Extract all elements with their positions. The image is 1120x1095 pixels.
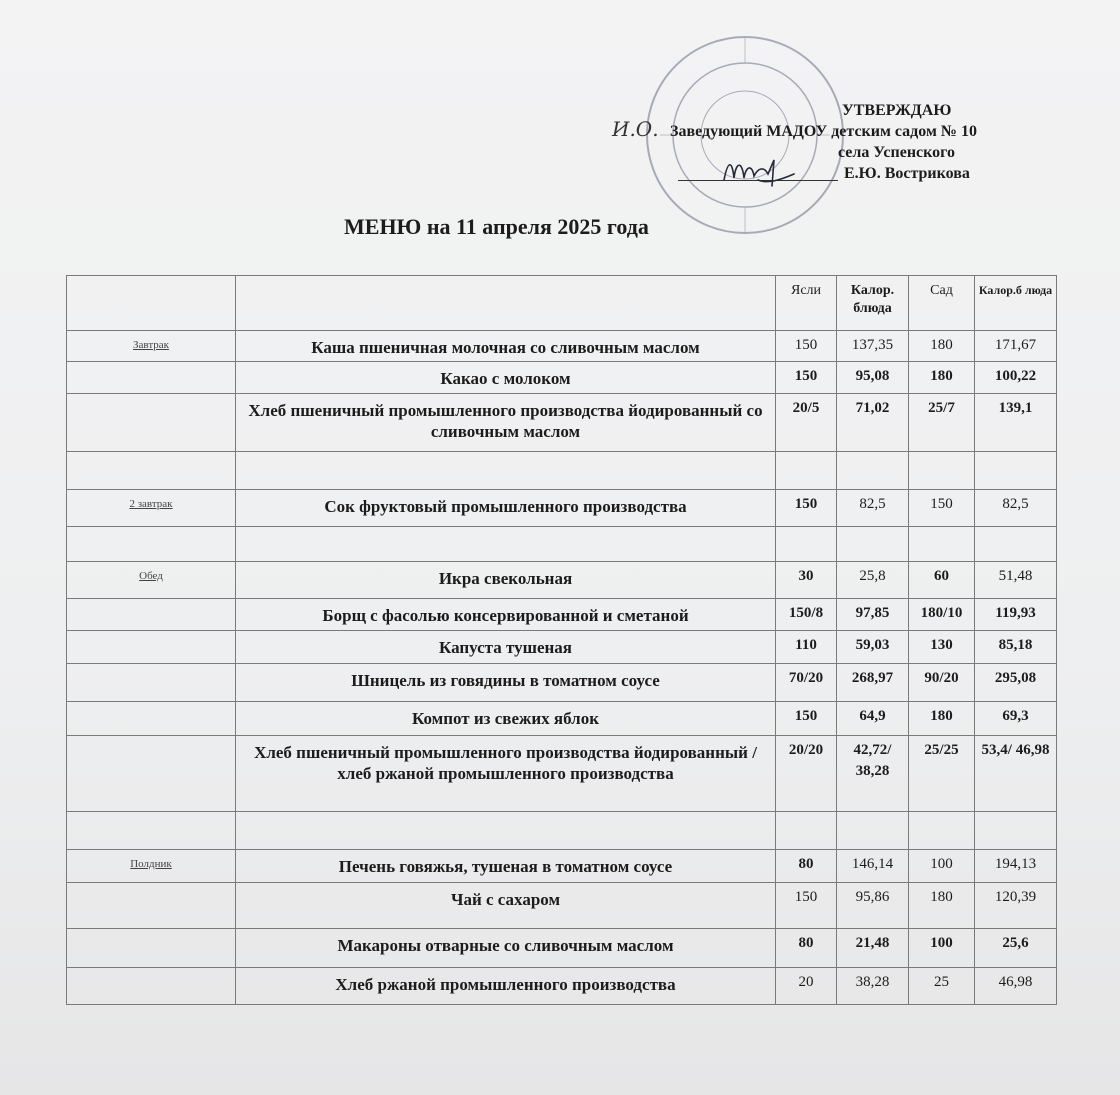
yasli-calories-cell: 71,02 bbox=[837, 394, 909, 452]
table-row bbox=[67, 812, 1057, 850]
approval-heading: УТВЕРЖДАЮ bbox=[842, 102, 952, 119]
category-cell: Обед bbox=[67, 562, 236, 599]
dish-cell bbox=[236, 812, 776, 850]
yasli-portion-cell: 20/5 bbox=[776, 394, 837, 452]
header-calories-sad: Калор.б люда bbox=[975, 276, 1057, 331]
table-row bbox=[67, 968, 1057, 1005]
category-cell bbox=[67, 812, 236, 850]
table-row bbox=[67, 394, 1057, 452]
category-cell bbox=[67, 599, 236, 631]
yasli-portion-cell: 70/20 bbox=[776, 664, 837, 702]
yasli-calories-cell: 146,14 bbox=[837, 850, 909, 883]
table-row bbox=[67, 883, 1057, 929]
yasli-portion-cell bbox=[776, 452, 837, 490]
sad-portion-cell: 130 bbox=[909, 631, 975, 664]
yasli-calories-cell: 25,8 bbox=[837, 562, 909, 599]
sad-portion-cell: 90/20 bbox=[909, 664, 975, 702]
yasli-portion-cell: 110 bbox=[776, 631, 837, 664]
dish-cell: Хлеб пшеничный промышленного производства йодированный /хлеб ржаной промышленного производства bbox=[236, 736, 776, 812]
header-category bbox=[67, 276, 236, 331]
yasli-calories-cell: 137,35 bbox=[837, 331, 909, 362]
dish-cell bbox=[236, 452, 776, 490]
yasli-portion-cell: 30 bbox=[776, 562, 837, 599]
approval-position: Заведующий МАДОУ детским садом № 10 bbox=[670, 123, 977, 140]
sad-calories-cell: 139,1 bbox=[975, 394, 1057, 452]
sad-portion-cell: 180 bbox=[909, 331, 975, 362]
approval-name: Е.Ю. Вострикова bbox=[844, 165, 970, 182]
yasli-portion-cell bbox=[776, 527, 837, 562]
table-row bbox=[67, 527, 1057, 562]
table-row bbox=[67, 736, 1057, 812]
yasli-calories-cell: 95,86 bbox=[837, 883, 909, 929]
sad-portion-cell bbox=[909, 527, 975, 562]
category-cell bbox=[67, 452, 236, 490]
yasli-portion-cell: 20/20 bbox=[776, 736, 837, 812]
category-cell bbox=[67, 968, 236, 1005]
table-row bbox=[67, 929, 1057, 968]
sad-calories-cell: 295,08 bbox=[975, 664, 1057, 702]
yasli-calories-cell: 95,08 bbox=[837, 362, 909, 394]
handwritten-io: И.О. bbox=[612, 117, 659, 141]
sad-portion-cell: 180 bbox=[909, 702, 975, 736]
yasli-portion-cell: 150 bbox=[776, 702, 837, 736]
yasli-calories-cell: 21,48 bbox=[837, 929, 909, 968]
handwritten-signature bbox=[718, 150, 798, 190]
yasli-calories-cell: 97,85 bbox=[837, 599, 909, 631]
sad-calories-cell bbox=[975, 527, 1057, 562]
yasli-calories-cell: 59,03 bbox=[837, 631, 909, 664]
yasli-calories-cell: 268,97 bbox=[837, 664, 909, 702]
yasli-calories-cell bbox=[837, 527, 909, 562]
sad-calories-cell: 100,22 bbox=[975, 362, 1057, 394]
sad-portion-cell: 100 bbox=[909, 929, 975, 968]
dish-cell: Икра свекольная bbox=[236, 562, 776, 599]
dish-cell: Хлеб пшеничный промышленного производства йодированный со сливочным маслом bbox=[236, 394, 776, 452]
yasli-calories-cell: 64,9 bbox=[837, 702, 909, 736]
dish-cell: Хлеб ржаной промышленного производства bbox=[236, 968, 776, 1005]
table-row bbox=[67, 631, 1057, 664]
dish-cell: Чай с сахаром bbox=[236, 883, 776, 929]
yasli-portion-cell: 80 bbox=[776, 929, 837, 968]
sad-calories-cell: 194,13 bbox=[975, 850, 1057, 883]
dish-cell: Сок фруктовый промышленного производства bbox=[236, 490, 776, 527]
yasli-calories-cell: 82,5 bbox=[837, 490, 909, 527]
category-cell: 2 завтрак bbox=[67, 490, 236, 527]
category-cell bbox=[67, 736, 236, 812]
sad-calories-cell: 46,98 bbox=[975, 968, 1057, 1005]
category-cell bbox=[67, 362, 236, 394]
category-cell bbox=[67, 394, 236, 452]
dish-cell: Шницель из говядины в томатном соусе bbox=[236, 664, 776, 702]
category-cell bbox=[67, 883, 236, 929]
sad-portion-cell: 100 bbox=[909, 850, 975, 883]
table-row bbox=[67, 850, 1057, 883]
dish-cell: Капуста тушеная bbox=[236, 631, 776, 664]
table-row bbox=[67, 331, 1057, 362]
table-header-row bbox=[67, 276, 1057, 331]
dish-cell: Каша пшеничная молочная со сливочным маслом bbox=[236, 331, 776, 362]
sad-portion-cell: 25/25 bbox=[909, 736, 975, 812]
sad-calories-cell: 119,93 bbox=[975, 599, 1057, 631]
sad-calories-cell: 120,39 bbox=[975, 883, 1057, 929]
dish-cell: Компот из свежих яблок bbox=[236, 702, 776, 736]
dish-cell: Макароны отварные со сливочным маслом bbox=[236, 929, 776, 968]
yasli-portion-cell: 150 bbox=[776, 362, 837, 394]
sad-calories-cell bbox=[975, 812, 1057, 850]
table-row bbox=[67, 702, 1057, 736]
yasli-calories-cell: 42,72/ 38,28 bbox=[837, 736, 909, 812]
table-row bbox=[67, 452, 1057, 490]
header-calories-yasli: Калор. блюда bbox=[837, 276, 909, 331]
page-title: МЕНЮ на 11 апреля 2025 года bbox=[344, 214, 649, 239]
yasli-portion-cell: 80 bbox=[776, 850, 837, 883]
table-row bbox=[67, 562, 1057, 599]
yasli-calories-cell bbox=[837, 452, 909, 490]
sad-portion-cell: 150 bbox=[909, 490, 975, 527]
header-sad: Сад bbox=[909, 276, 975, 331]
table-row bbox=[67, 490, 1057, 527]
sad-calories-cell: 25,6 bbox=[975, 929, 1057, 968]
sad-portion-cell: 180 bbox=[909, 883, 975, 929]
header-dish bbox=[236, 276, 776, 331]
sad-portion-cell: 180 bbox=[909, 362, 975, 394]
table-row bbox=[67, 664, 1057, 702]
dish-cell: Борщ с фасолью консервированной и сметаной bbox=[236, 599, 776, 631]
sad-calories-cell: 82,5 bbox=[975, 490, 1057, 527]
sad-portion-cell bbox=[909, 452, 975, 490]
approval-village: села Успенского bbox=[838, 144, 956, 161]
yasli-portion-cell: 150 bbox=[776, 490, 837, 527]
sad-portion-cell bbox=[909, 812, 975, 850]
sad-portion-cell: 60 bbox=[909, 562, 975, 599]
sad-portion-cell: 25 bbox=[909, 968, 975, 1005]
category-cell: Полдник bbox=[67, 850, 236, 883]
sad-calories-cell bbox=[975, 452, 1057, 490]
yasli-calories-cell: 38,28 bbox=[837, 968, 909, 1005]
table-row bbox=[67, 599, 1057, 631]
category-cell bbox=[67, 527, 236, 562]
yasli-portion-cell: 150/8 bbox=[776, 599, 837, 631]
menu-table bbox=[66, 275, 1057, 1005]
category-cell bbox=[67, 702, 236, 736]
category-cell: Завтрак bbox=[67, 331, 236, 362]
category-cell bbox=[67, 929, 236, 968]
yasli-portion-cell: 150 bbox=[776, 883, 837, 929]
sad-calories-cell: 51,48 bbox=[975, 562, 1057, 599]
sad-portion-cell: 180/10 bbox=[909, 599, 975, 631]
yasli-calories-cell bbox=[837, 812, 909, 850]
yasli-portion-cell bbox=[776, 812, 837, 850]
yasli-portion-cell: 20 bbox=[776, 968, 837, 1005]
dish-cell: Печень говяжья, тушеная в томатном соусе bbox=[236, 850, 776, 883]
category-cell bbox=[67, 631, 236, 664]
dish-cell: Какао с молоком bbox=[236, 362, 776, 394]
sad-calories-cell: 53,4/ 46,98 bbox=[975, 736, 1057, 812]
header-yasli: Ясли bbox=[776, 276, 837, 331]
sad-portion-cell: 25/7 bbox=[909, 394, 975, 452]
sad-calories-cell: 171,67 bbox=[975, 331, 1057, 362]
sad-calories-cell: 69,3 bbox=[975, 702, 1057, 736]
category-cell bbox=[67, 664, 236, 702]
sad-calories-cell: 85,18 bbox=[975, 631, 1057, 664]
yasli-portion-cell: 150 bbox=[776, 331, 837, 362]
dish-cell bbox=[236, 527, 776, 562]
table-row bbox=[67, 362, 1057, 394]
